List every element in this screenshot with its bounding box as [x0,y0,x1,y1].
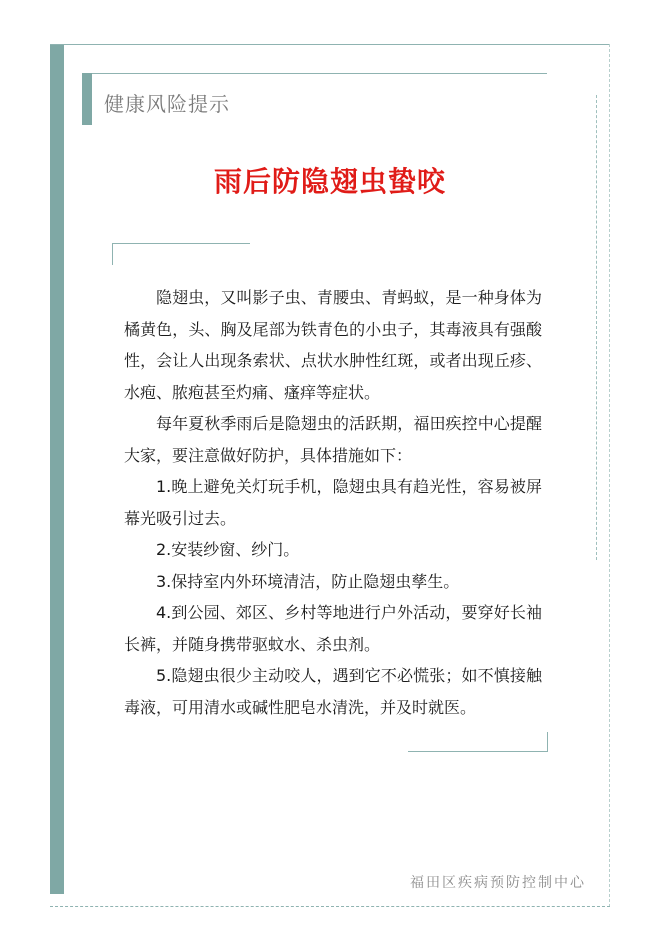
category-label: 健康风险提示 [104,92,230,116]
corner-bracket-top-left-vertical [112,243,113,265]
paragraph: 5.隐翅虫很少主动咬人，遇到它不必慌张；如不慎接触毒液，可用清水或碱性肥皂水清洗，并及时就医。 [124,666,542,717]
paragraph: 3.保持室内外环境清洁，防止隐翅虫孳生。 [156,571,460,591]
paragraph: 1.晚上避免关灯玩手机，隐翅虫具有趋光性，容易被屏幕光吸引过去。 [124,477,542,528]
footer-organization: 福田区疾病预防控制中心 [410,875,586,891]
corner-bracket-bottom-right-vertical [547,732,548,752]
paragraph: 4.到公园、郊区、乡村等地进行户外活动，要穿好长袖长裤，并随身携带驱蚊水、杀虫剂。 [124,603,542,654]
paragraph: 隐翅虫，又叫影子虫、青腰虫、青蚂蚁，是一种身体为橘黄色，头、胸及尾部为铁青色的小虫子，其毒液具有强酸性，会让人出现条索状、点状水肿性红斑，或者出现丘疹、水疱、脓疱甚至灼痛、瘙痒等症状。 [124,288,542,402]
paragraph: 每年夏秋季雨后是隐翅虫的活跃期，福田疾控中心提醒大家，要注意做好防护，具体措施如下： [124,414,542,465]
header-rule [92,73,547,74]
frame-top-line [50,44,610,45]
paragraph: 2.安装纱窗、纱门。 [156,540,300,559]
corner-bracket-bottom-right [408,751,548,752]
frame-bottom-dashed-line [50,906,610,907]
article-title: 雨后防隐翅虫蛰咬 [213,165,446,198]
article-body [124,282,542,723]
corner-bracket-top-left [112,243,250,244]
header-accent-block [82,73,92,125]
